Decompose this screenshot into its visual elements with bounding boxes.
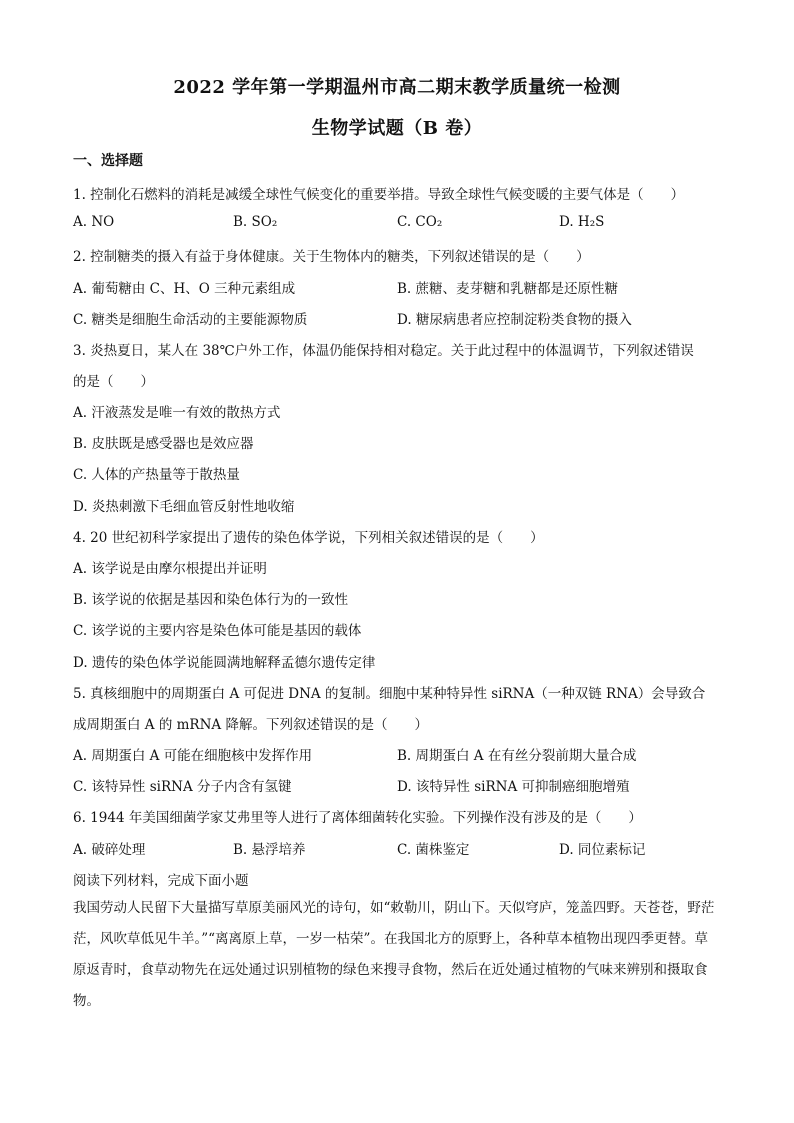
question-5-stem-line2: 成周期蛋白 A 的 mRNA 降解。下列叙述错误的是（ ）: [73, 717, 428, 733]
question-6-option-a: A. 破碎处理: [73, 842, 146, 858]
question-2-option-b: B. 蔗糖、麦芽糖和乳糖都是还原性糖: [397, 281, 619, 297]
question-4-option-b: B. 该学说的依据是基因和染色体行为的一致性: [73, 592, 349, 608]
question-4-option-d: D. 遗传的染色体学说能圆满地解释孟德尔遗传定律: [73, 655, 376, 671]
question-4-stem: 4. 20 世纪初科学家提出了遗传的染色体学说，下列相关叙述错误的是（ ）: [73, 530, 544, 546]
question-2-stem: 2. 控制糖类的摄入有益于身体健康。关于生物体内的糖类，下列叙述错误的是（ ）: [73, 249, 590, 265]
exam-subtitle: 生物学试题（B 卷）: [311, 118, 483, 139]
question-3-stem-line2: 的是（ ）: [73, 374, 154, 390]
reading-paragraph: 我国劳动人民留下大量描写草原美丽风光的诗句，如“敕勒川，阴山下。天似穹庐，笼盖四野。天苍苍，野茫茫，风吹草低见牛羊。”“离离原上草，一岁一枯荣”。在我国北方的原野上，各种草本植物出现四季更替。草原返青时，食草动物先在远处通过识别植物的绿色来搜寻食物，然后在近处通过植物的气味来辨别和摄取食物。: [73, 900, 715, 1009]
question-3-option-b: B. 皮肤既是感受器也是效应器: [73, 436, 254, 452]
question-3-stem-line1: 3. 炎热夏日，某人在 38℃户外工作，体温仍能保持相对稳定。关于此过程中的体温调节，下列叙述错误: [73, 343, 694, 359]
question-5-option-c: C. 该特异性 siRNA 分子内含有氢键: [73, 779, 292, 795]
question-6-stem: 6. 1944 年美国细菌学家艾弗里等人进行了离体细菌转化实验。下列操作没有涉及的是（ ）: [73, 810, 642, 826]
question-1-option-a: A. NO: [73, 214, 115, 230]
question-1-option-c: C. CO₂: [397, 214, 443, 230]
section-heading: 一、选择题: [73, 153, 143, 169]
question-6-option-d: D. 同位素标记: [559, 842, 646, 858]
question-5-option-a: A. 周期蛋白 A 可能在细胞核中发挥作用: [73, 748, 313, 764]
question-6-option-c: C. 菌株鉴定: [397, 842, 470, 858]
question-3-option-d: D. 炎热刺激下毛细血管反射性地收缩: [73, 499, 295, 515]
question-5-option-d: D. 该特异性 siRNA 可抑制癌细胞增殖: [397, 779, 630, 795]
question-1-option-b: B. SO₂: [233, 214, 278, 230]
question-3-option-c: C. 人体的产热量等于散热量: [73, 467, 240, 483]
question-2-option-a: A. 葡萄糖由 C、H、O 三种元素组成: [73, 281, 296, 297]
question-6-option-b: B. 悬浮培养: [233, 842, 306, 858]
question-5-option-b: B. 周期蛋白 A 在有丝分裂前期大量合成: [397, 748, 637, 764]
question-4-option-a: A. 该学说是由摩尔根提出并证明: [73, 561, 267, 577]
question-2-option-d: D. 糖尿病患者应控制淀粉类食物的摄入: [397, 312, 632, 328]
reading-intro: 阅读下列材料，完成下面小题: [73, 873, 249, 889]
question-3-option-a: A. 汗液蒸发是唯一有效的散热方式: [73, 405, 281, 421]
question-1-option-d: D. H₂S: [559, 214, 605, 230]
question-2-option-c: C. 糖类是细胞生命活动的主要能源物质: [73, 312, 308, 328]
exam-title: 2022 学年第一学期温州市高二期末教学质量统一检测: [173, 77, 621, 98]
question-4-option-c: C. 该学说的主要内容是染色体可能是基因的载体: [73, 623, 362, 639]
question-1-stem: 1. 控制化石燃料的消耗是减缓全球性气候变化的重要举措。导致全球性气候变暖的主要气体是（ ）: [73, 187, 685, 203]
question-5-stem-line1: 5. 真核细胞中的周期蛋白 A 可促进 DNA 的复制。细胞中某种特异性 siRNA（一种双链 RNA）会导致合: [73, 686, 706, 702]
